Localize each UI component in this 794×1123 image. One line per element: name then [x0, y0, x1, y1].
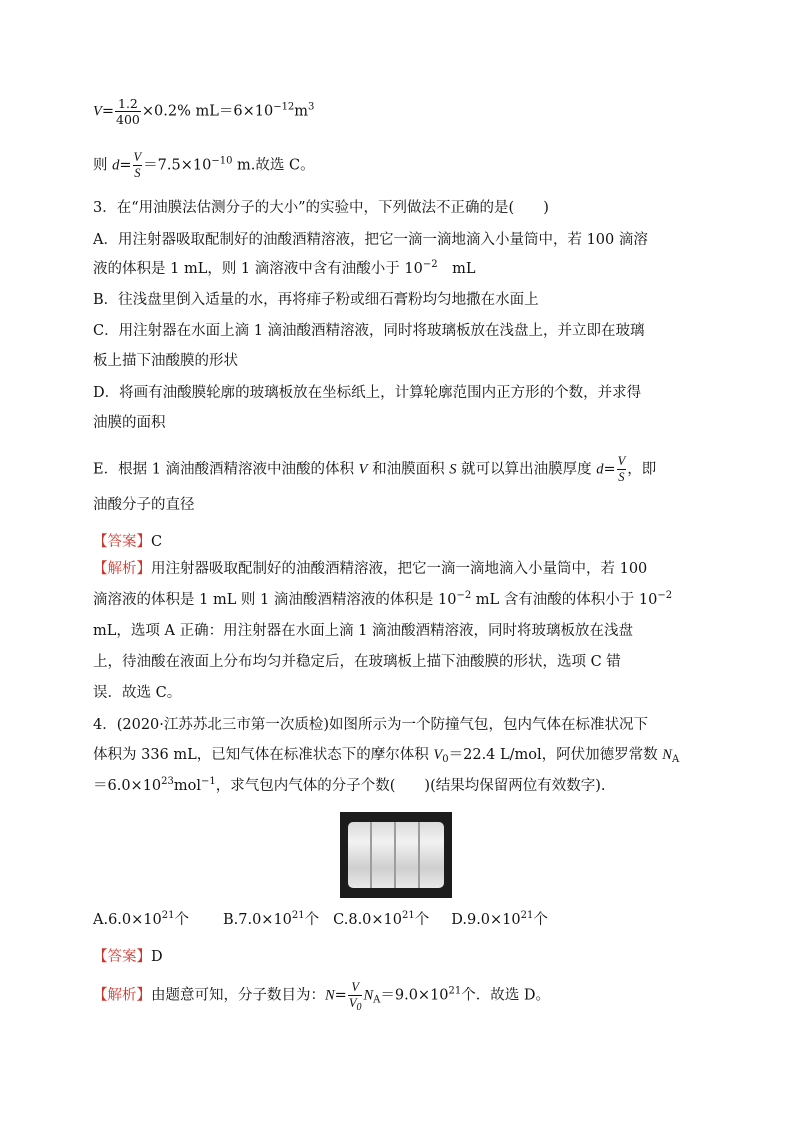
- numerator: V: [617, 454, 626, 468]
- q3-option-e-line2: 油酸分子的直径: [93, 497, 195, 513]
- var-n: N: [325, 987, 335, 1004]
- text: 个．故选 D。: [461, 987, 551, 1004]
- denominator: S: [618, 470, 625, 484]
- exponent: −1: [201, 776, 216, 787]
- airbag-photo: [340, 812, 452, 898]
- q4-analysis: [93, 980, 550, 1011]
- var-n: N: [363, 987, 374, 1004]
- expression: ＝7.5×10: [143, 157, 212, 174]
- seam: [394, 822, 396, 888]
- text: 则: [93, 157, 113, 174]
- q3-option-a-line2: [93, 259, 475, 279]
- q3-option-c-line1: C．用注射器在水面上滴 1 滴油酸酒精溶液，同时将玻璃板放在浅盘上，并立即在玻璃: [93, 323, 645, 339]
- exponent: −2: [422, 259, 438, 270]
- text: 液的体积是 1 mL，则 1 滴溶液中含有油酸小于 10: [93, 261, 423, 277]
- unit: m: [294, 103, 309, 120]
- q4-stem-line2: [93, 745, 679, 765]
- denominator: S: [134, 166, 141, 180]
- text: 滴溶液的体积是 1 mL 则 1 滴油酸酒精溶液的体积是 10: [93, 592, 457, 608]
- text: mL: [437, 261, 476, 277]
- var-d: d: [112, 157, 120, 174]
- numerator: V: [133, 150, 142, 164]
- var-s: S: [449, 461, 457, 478]
- text: ＝6.0×10: [93, 778, 162, 794]
- q4-answer: [93, 947, 163, 967]
- text: ，求气包内气体的分子个数( )(结果均保留两位有效数字).: [215, 778, 606, 794]
- text: E．根据 1 滴油酸酒精溶液中油酸的体积: [93, 461, 359, 478]
- text: ，即: [627, 461, 657, 478]
- q3-option-d-line1: D．将画有油酸膜轮廓的玻璃板放在坐标纸上，计算轮廓范围内正方形的个数，并求得: [93, 385, 642, 401]
- q3-option-e-line1: [93, 454, 656, 485]
- var-v: V: [433, 747, 443, 763]
- text: 和油膜面积: [367, 461, 450, 478]
- equals: =: [101, 103, 115, 120]
- exponent: 23: [161, 776, 174, 787]
- q3-analysis-line2: [93, 590, 672, 610]
- var-n: N: [662, 747, 672, 763]
- fraction: [133, 150, 143, 181]
- text: ＝22.4 L/mol，阿伏加德罗常数: [448, 747, 663, 763]
- q3-analysis-line3: mL，选项 A 正确：用注射器在水面上滴 1 滴油酸酒精溶液，同时将玻璃板放在浅盘: [93, 623, 634, 639]
- exponent: −12: [273, 101, 295, 113]
- q3-stem: 3．在“用油膜法估测分子的大小”的实验中，下列做法不正确的是( ): [93, 200, 549, 216]
- text: 由题意可知，分子数目为：: [151, 987, 325, 1004]
- numerator: V: [348, 980, 363, 996]
- q3-option-a-line1: A．用注射器吸取配制好的油酸酒精溶液，把它一滴一滴地滴入小量筒中，若 100 滴溶: [93, 232, 648, 248]
- text: 用注射器吸取配制好的油酸酒精溶液，把它一滴一滴地滴入小量筒中，若 100: [151, 561, 648, 577]
- text: m.故选 C。: [232, 157, 315, 174]
- answer-value: C: [151, 534, 163, 550]
- formula-volume: [93, 96, 314, 127]
- fraction: [115, 96, 141, 127]
- text: 体积为 336 mL，已知气体在标准状态下的摩尔体积: [93, 747, 434, 763]
- denominator: $V_0$: [348, 996, 362, 1013]
- seam: [370, 822, 372, 888]
- text: 就可以算出油膜厚度: [456, 461, 597, 478]
- option-b: $B.7.0\times 10^{21}$个: [222, 910, 320, 928]
- analysis-tag: 【解析】: [93, 987, 151, 1004]
- fraction: [348, 980, 363, 1011]
- subscript: A: [373, 994, 381, 1006]
- equals: =: [603, 461, 616, 478]
- var-v: V: [358, 461, 368, 478]
- q3-analysis-line1: [93, 559, 647, 579]
- exponent: 21: [448, 985, 462, 997]
- answer-value: D: [151, 949, 163, 965]
- airbag-shape: [348, 822, 444, 888]
- q3-option-b: B．往浅盘里倒入适量的水，再将痱子粉或细石膏粉均匀地撒在水面上: [93, 292, 539, 308]
- numerator: 1.2: [115, 96, 141, 112]
- answer-tag: 【答案】: [93, 949, 151, 965]
- exponent: −2: [456, 590, 472, 601]
- fraction: [617, 454, 627, 485]
- q4-options: [93, 910, 548, 930]
- seam: [418, 822, 420, 888]
- equals: =: [119, 157, 132, 174]
- text: mL 含有油酸的体积小于 10: [471, 592, 658, 608]
- var-v: V: [93, 103, 102, 120]
- text: mol: [173, 778, 202, 794]
- option-a: $A.6.0\times 10^{21}$个: [93, 910, 189, 928]
- text: ＝9.0×10: [380, 987, 449, 1004]
- subscript: 0: [442, 754, 449, 765]
- analysis-tag: 【解析】: [93, 561, 151, 577]
- q4-stem-line1: 4．(2020·江苏苏北三市第一次质检)如图所示为一个防撞气包，包内气体在标准状况下: [93, 717, 649, 733]
- q3-analysis-line4: 上，待油酸在液面上分布均匀并稳定后，在玻璃板上描下油酸膜的形状，选项 C 错: [93, 654, 621, 670]
- unit-exponent: 3: [308, 101, 315, 113]
- var-d: d: [596, 461, 604, 478]
- formula-thickness: [93, 150, 315, 181]
- answer-tag: 【答案】: [93, 534, 151, 550]
- q3-option-c-line2: 板上描下油酸膜的形状: [93, 353, 238, 369]
- subscript: A: [671, 754, 680, 765]
- exponent: −10: [211, 155, 233, 167]
- q4-stem-line3: [93, 776, 606, 796]
- q3-option-d-line2: 油膜的面积: [93, 415, 166, 431]
- q3-analysis-line5: 误．故选 C。: [93, 685, 182, 701]
- q3-answer: [93, 532, 162, 552]
- denominator: 400: [116, 112, 140, 127]
- exponent: −2: [657, 590, 673, 601]
- equals: =: [334, 987, 347, 1004]
- option-d: $D.9.0\times 10^{21}$个: [451, 910, 548, 928]
- option-c: $C.8.0\times 10^{21}$个: [333, 910, 430, 928]
- expression: ×0.2% mL＝6×10: [141, 103, 274, 120]
